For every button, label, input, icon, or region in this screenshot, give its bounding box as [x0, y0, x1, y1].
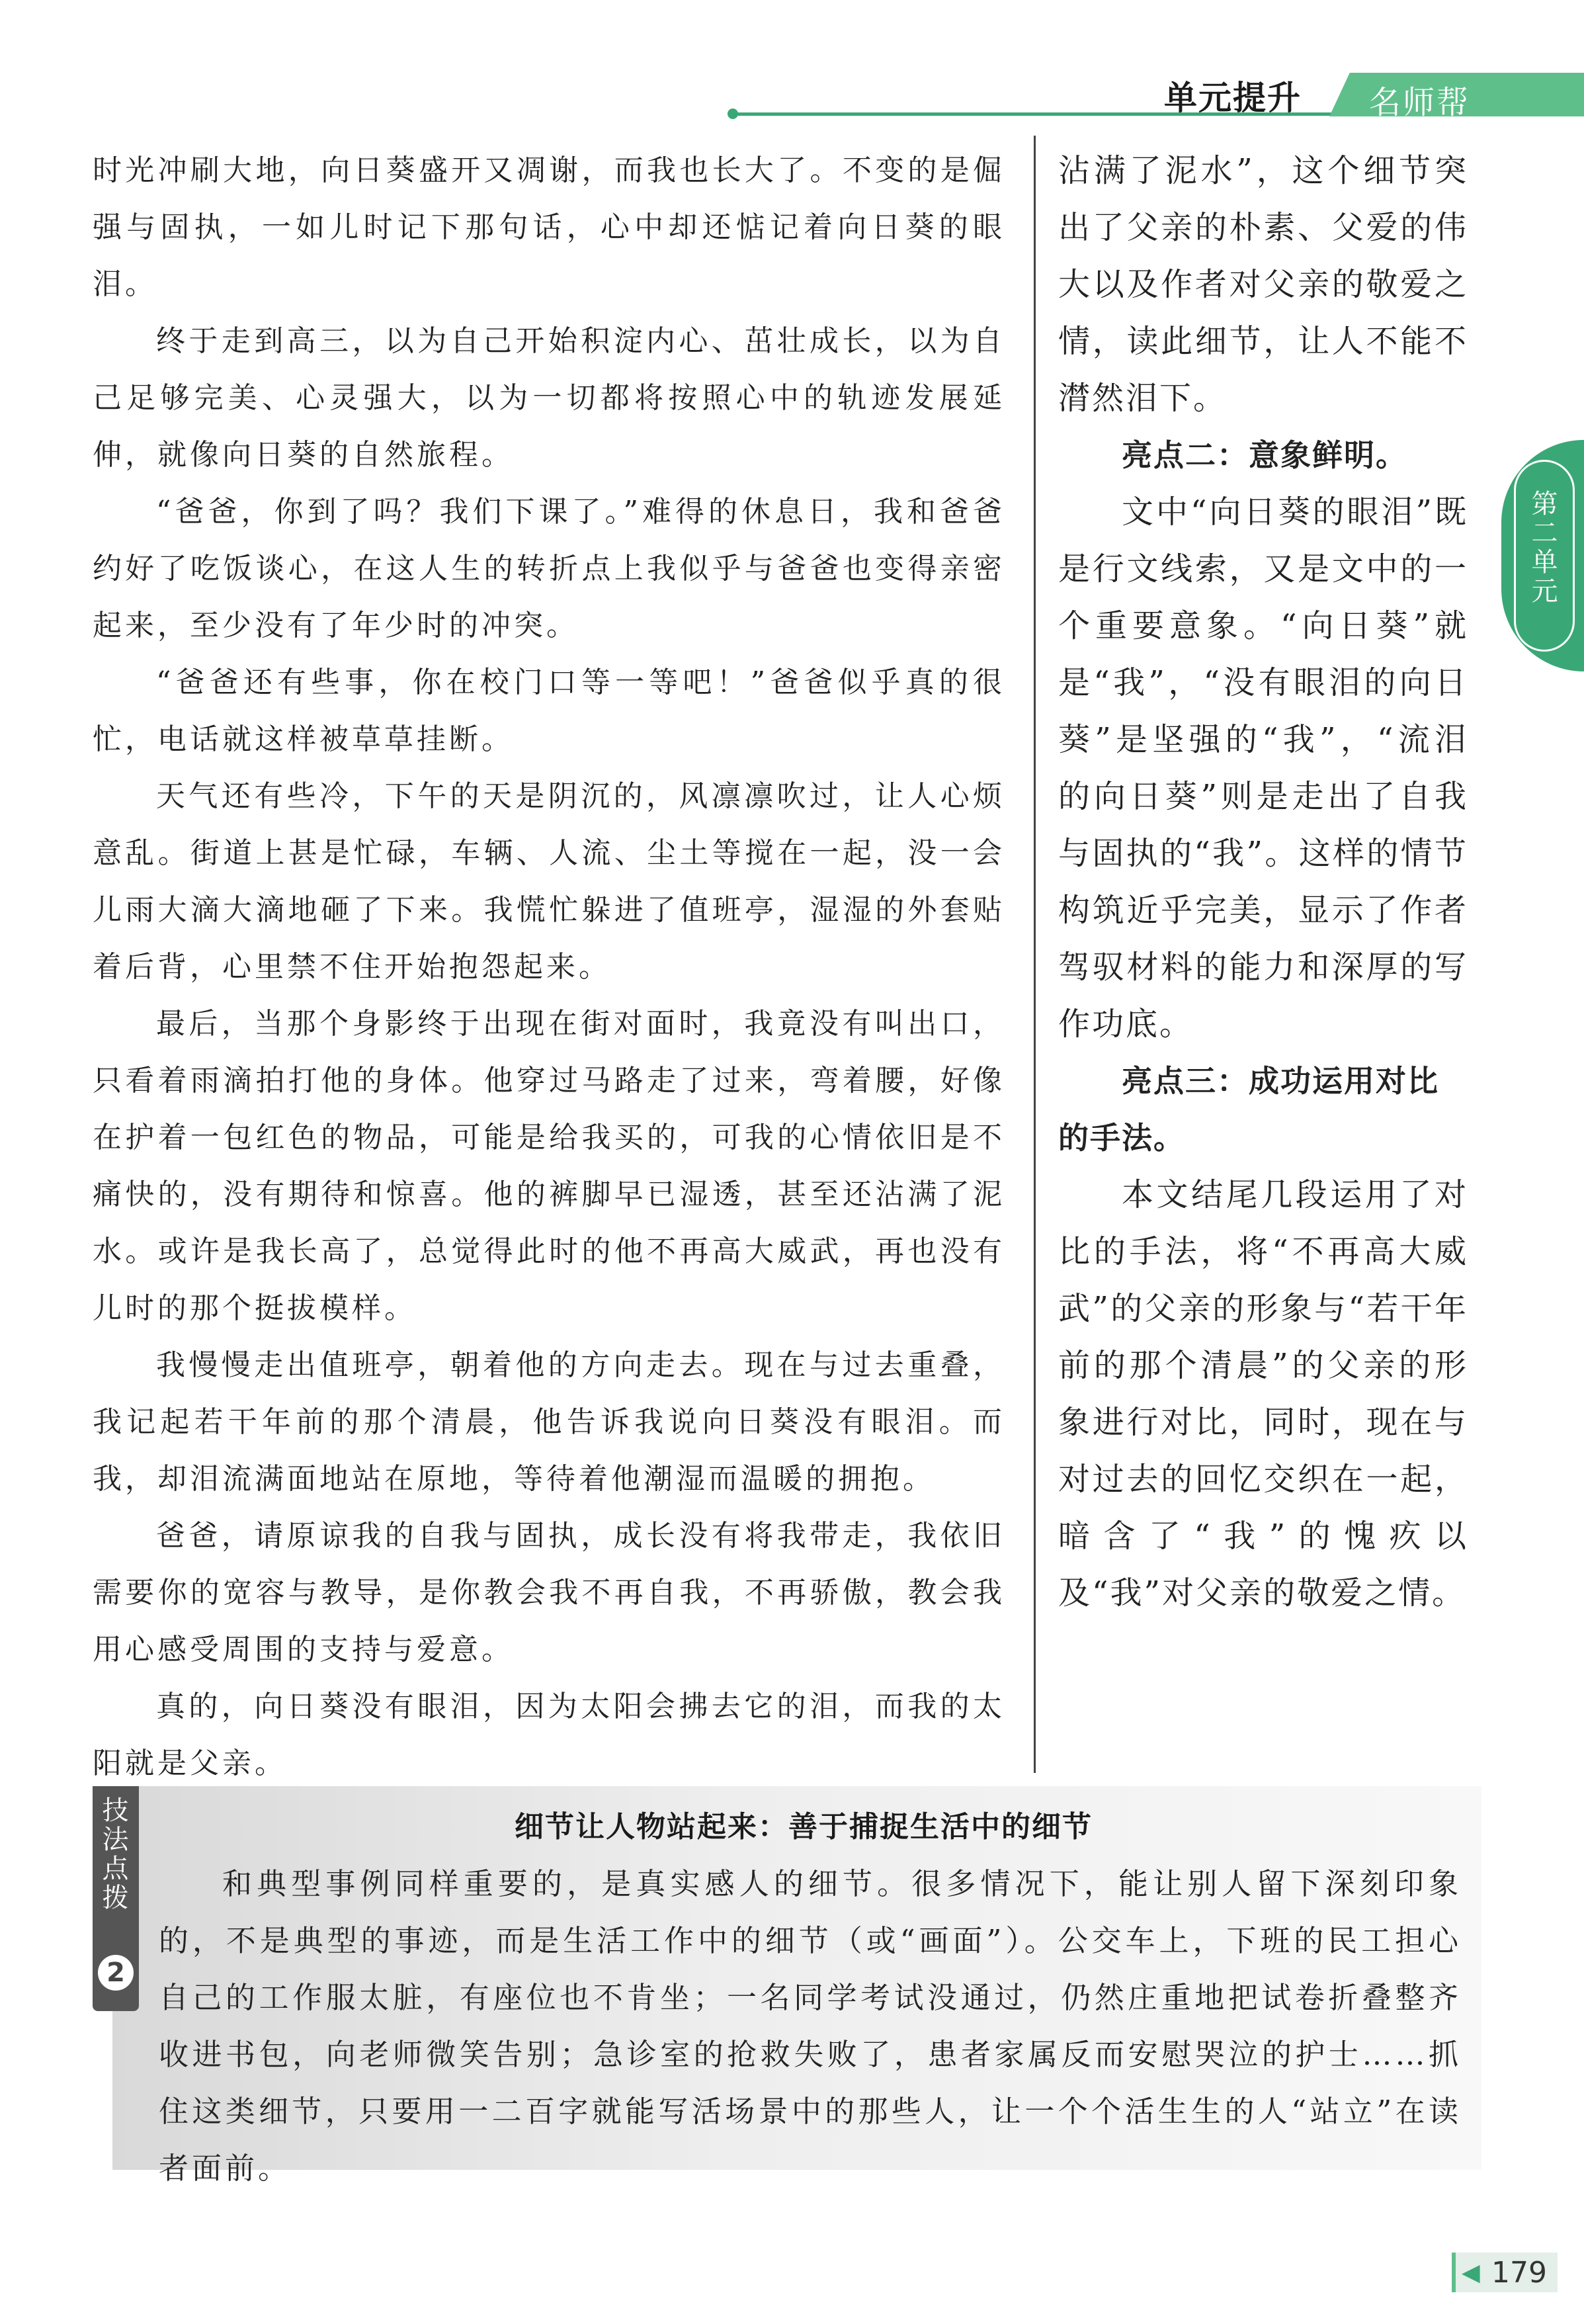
header-tab-label: 名师帮	[1369, 84, 1471, 121]
column-divider	[1034, 136, 1036, 1773]
essay-paragraph: 时光冲刷大地，向日葵盛开又凋谢，而我也长大了。不变的是倔强与固执，一如儿时记下那句话，心中却还惦记着向日葵的眼泪。	[93, 153, 1005, 301]
commentary-column	[1058, 142, 1468, 1621]
essay-paragraph: “爸爸还有些事，你在校门口等一等吧！”爸爸似乎真的很忙，电话就这样被草草挂断。	[93, 666, 1005, 756]
tips-tab-number: 2	[98, 1955, 134, 1991]
tips-title: 细节让人物站起来：善于捕捉生活中的细节	[515, 1810, 1093, 1844]
essay-paragraph: 终于走到高三，以为自己开始积淀内心、茁壮成长，以为自己足够完美、心灵强大，以为一切都将按照心中的轨迹发展延伸，就像向日葵的自然旅程。	[93, 324, 1005, 472]
essay-paragraph: 我慢慢走出值班亭，朝着他的方向走去。现在与过去重叠，我记起若干年前的那个清晨，他告诉我说向日葵没有眼泪。而我，却泪流满面地站在原地，等待着他潮湿而温暖的拥抱。	[93, 1348, 1005, 1496]
tips-tab-label: 技法点拨	[98, 1796, 128, 1913]
commentary-point3-title: 亮点三：成功运用对比的手法。	[1058, 1063, 1439, 1156]
tips-body	[159, 1856, 1462, 2197]
essay-paragraph: 真的，向日葵没有眼泪，因为太阳会拂去它的泪，而我的太阳就是父亲。	[93, 1690, 1005, 1780]
arrow-left-icon: ◀	[1462, 2259, 1480, 2286]
commentary-point2-title: 亮点二：意象鲜明。	[1122, 437, 1407, 473]
commentary-point3-text: 本文结尾几段运用了对比的手法，将“不再高大威武”的父亲的形象与“若干年前的那个清晨”的父亲的形象进行对比，同时，现在与对过去的回忆交织在一起，暗含了“我”的愧疚以及“我”对父亲的敬爱之情。	[1058, 1176, 1468, 1612]
commentary-intro: 沾满了泥水”，这个细节突出了父亲的朴素、父爱的伟大以及作者对父亲的敬爱之情，读此细节，让人不能不潸然泪下。	[1058, 152, 1468, 417]
essay-paragraph: “爸爸，你到了吗？我们下课了。”难得的休息日，我和爸爸约好了吃饭谈心，在这人生的转折点上我似乎与爸爸也变得亲密起来，至少没有了年少时的冲突。	[93, 495, 1005, 642]
page-number: 179	[1491, 2256, 1547, 2290]
essay-paragraph: 天气还有些冷，下午的天是阴沉的，风凛凛吹过，让人心烦意乱。街道上甚是忙碌，车辆、人流、尘土等搅在一起，没一会儿雨大滴大滴地砸了下来。我慌忙躲进了值班亭，湿湿的外套贴着后背，心里禁不住开始抱怨起来。	[93, 779, 1005, 984]
header-title: 单元提升	[1164, 79, 1302, 117]
unit-side-tab-label: 第二单元	[1527, 490, 1558, 606]
essay-column	[93, 142, 1005, 1792]
commentary-point2-text: 文中“向日葵的眼泪”既是行文线索，又是文中的一个重要意象。“向日葵”就是“我”，“没有眼泪的向日葵”是坚强的“我”，“流泪的向日葵”则是走出了自我与固执的“我”。这样的情节构筑近乎完美，显示了作者驾驭材料的能力和深厚的写作功底。	[1058, 494, 1468, 1043]
tips-paragraph: 和典型事例同样重要的，是真实感人的细节。很多情况下，能让别人留下深刻印象的，不是典型的事迹，而是生活工作中的细节（或“画面”）。公交车上，下班的民工担心自己的工作服太脏，有座位也不肯坐；一名同学考试没通过，仍然庄重地把试卷折叠整齐收进书包，向老师微笑告别；急诊室的抢救失败了，患者家属反而安慰哭泣的护士……抓住这类细节，只要用一二百字就能写活场景中的那些人，让一个个活生生的人“站立”在读者面前。	[159, 1866, 1462, 2186]
page-header	[734, 71, 1584, 124]
essay-paragraph: 爸爸，请原谅我的自我与固执，成长没有将我带走，我依旧需要你的宽容与教导，是你教会我不再自我，不再骄傲，教会我用心感受周围的支持与爱意。	[93, 1519, 1005, 1666]
essay-paragraph: 最后，当那个身影终于出现在街对面时，我竟没有叫出口，只看着雨滴拍打他的身体。他穿过马路走了过来，弯着腰，好像在护着一包红色的物品，可能是给我买的，可我的心情依旧是不痛快的，没有期待和惊喜。他的裤脚早已湿透，甚至还沾满了泥水。或许是我长高了，总觉得此时的他不再高大威武，再也没有儿时的那个挺拔模样。	[93, 1007, 1005, 1325]
